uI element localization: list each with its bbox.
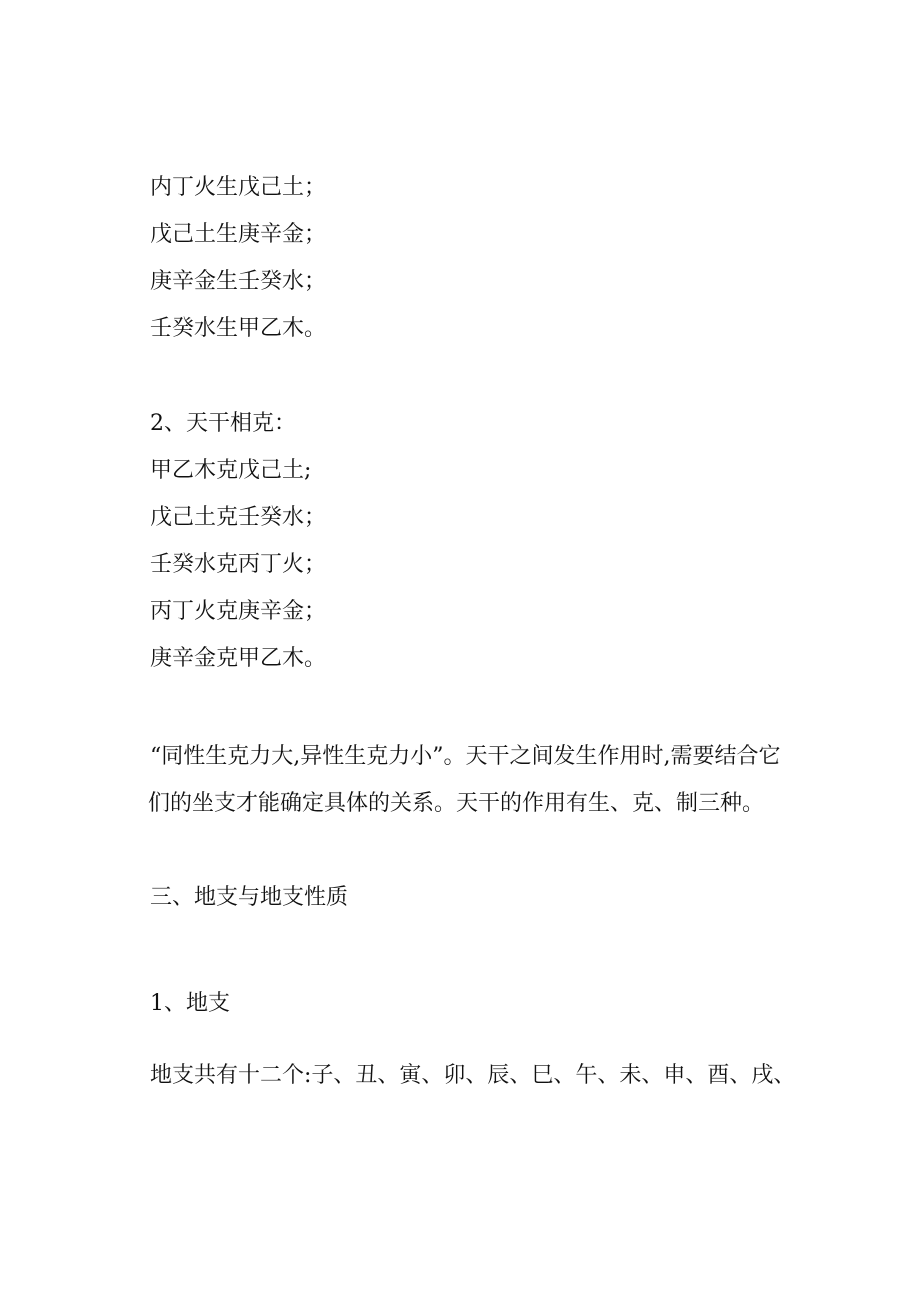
subheading-tiangan-xiangke: 2、天干相克： <box>150 411 296 436</box>
paragraph-line-1: “同性生克力大,异性生克力小”。天干之间发生作用时,需要结合它 <box>150 744 781 769</box>
subsection-heading-dizhi: 1、地支 <box>150 991 230 1016</box>
body-paragraph <box>150 742 810 819</box>
text-line-sheng-3: 庚辛金生壬癸水； <box>150 269 327 294</box>
text-line-ke-2: 戊己土克壬癸水； <box>150 505 327 530</box>
text-line-ke-3: 壬癸水克丙丁火； <box>150 552 327 577</box>
text-line-ke-4: 丙丁火克庚辛金； <box>150 599 327 624</box>
text-line-sheng-1: 内丁火生戊己土； <box>150 175 327 200</box>
text-line-ke-5: 庚辛金克甲乙木。 <box>150 646 327 671</box>
text-line-ke-1: 甲乙木克戊己土; <box>150 458 312 483</box>
text-line-sheng-2: 戊己土生庚辛金； <box>150 222 327 247</box>
paragraph-line-2: 们的坐支才能确定具体的关系。天干的作用有生、克、制三种。 <box>148 791 765 816</box>
section-heading-dizhi: 三、地支与地支性质 <box>150 885 349 910</box>
text-line-dizhi-list: 地支共有十二个:子、丑、寅、卯、辰、巳、午、未、申、酉、戌、 <box>150 1063 796 1088</box>
text-line-sheng-4: 壬癸水生甲乙木。 <box>150 316 327 341</box>
